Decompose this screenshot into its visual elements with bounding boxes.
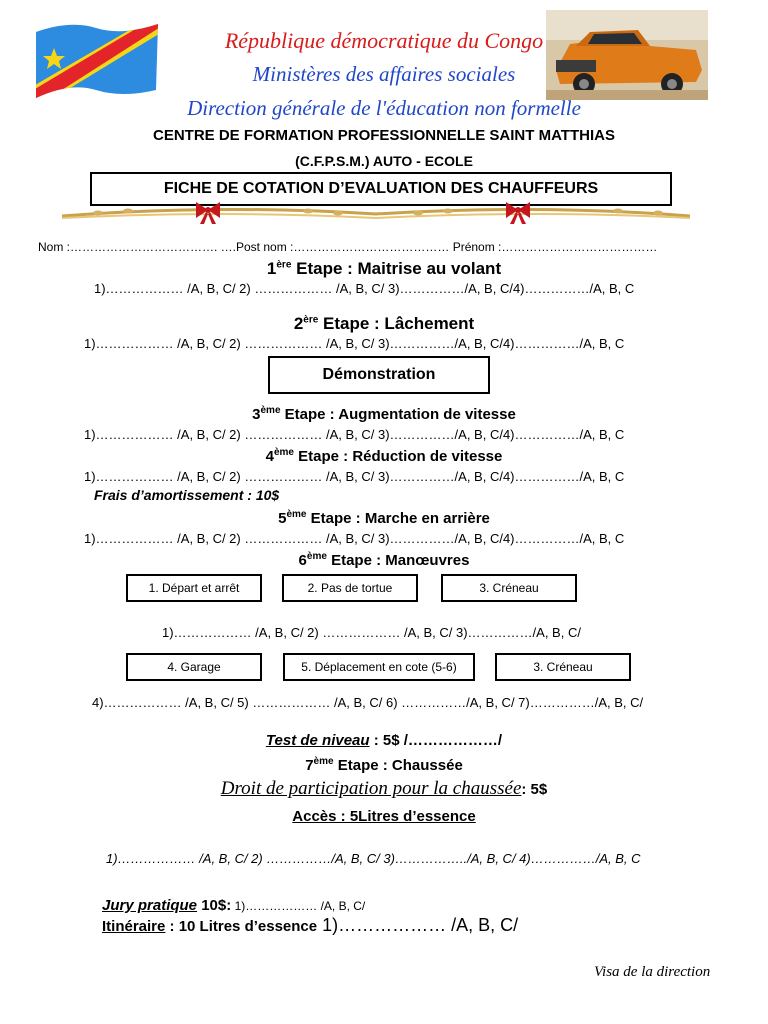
country-name: République démocratique du Congo xyxy=(224,28,544,53)
stage-1-heading: 1ère Etape : Maitrise au volant xyxy=(266,259,502,278)
maneuver-box-creneau-2: 3. Créneau xyxy=(495,653,631,681)
stage-6-heading: 6ème Etape : Manœuvres xyxy=(298,551,470,569)
test-level-line: Test de niveau : 5$ /………………/ xyxy=(265,732,503,749)
itinerary-line: Itinéraire : 10 Litres d’essence 1)……………… /A, B, C/ xyxy=(102,915,519,935)
wheat-divider-decoration xyxy=(58,200,694,226)
stage-6-line-2: 4)……………… /A, B, C/ 5) ……………… /A, B, C/ 6) ……………/A, B, C/ 7)……………/A, B, C/ xyxy=(92,695,644,710)
stage-3-line: 1)……………… /A, B, C/ 2) ……………… /A, B, C/ 3)……………/A, B, C/4)……………/A, B, C xyxy=(84,427,625,442)
stage-4-line: 1)……………… /A, B, C/ 2) ……………… /A, B, C/ 3)……………/A, B, C/4)……………/A, B, C xyxy=(84,469,625,484)
access-line: Accès : 5Litres d’essence xyxy=(292,808,476,825)
identity-line: Nom :………………………………. ….Post nom :………………………………… Prénom :………………………………… xyxy=(38,240,658,254)
centre-acronym: (C.F.P.S.M.) AUTO - ECOLE xyxy=(295,153,473,169)
fees-text: Frais d’amortissement : 10$ xyxy=(94,487,280,503)
jury-line: Jury pratique 10$: 1)……………… /A, B, C/ xyxy=(102,897,366,914)
stage-3-heading: 3ème Etape : Augmentation de vitesse xyxy=(252,405,516,423)
form-title: FICHE DE COTATION D’EVALUATION DES CHAUFFEURS xyxy=(90,172,672,206)
participation-line: Droit de participation pour la chaussée: 5$ xyxy=(220,778,548,799)
stage-2-line: 1)……………… /A, B, C/ 2) ……………… /A, B, C/ 3)……………/A, B, C/4)……………/A, B, C xyxy=(84,336,625,351)
demonstration-box: Démonstration xyxy=(268,356,490,394)
visa-signature-label: Visa de la direction xyxy=(594,964,711,980)
stage-1-line: 1)……………… /A, B, C/ 2) ……………… /A, B, C/ 3)……………/A, B, C/4)……………/A, B, C xyxy=(94,281,635,296)
maneuver-box-deplacement: 5. Déplacement en cote (5-6) xyxy=(283,653,475,681)
maneuver-box-creneau: 3. Créneau xyxy=(441,574,577,602)
red-bow-icon xyxy=(506,202,530,224)
stage-7-line: 1)……………… /A, B, C/ 2) ……………/A, B, C/ 3)……………../A, B, C/ 4)……………/A, B, C xyxy=(106,851,641,866)
centre-name: CENTRE DE FORMATION PROFESSIONNELLE SAINT MATTHIAS xyxy=(153,127,615,144)
stage-6-line-1: 1)……………… /A, B, C/ 2) ……………… /A, B, C/ 3)……………/A, B, C/ xyxy=(162,625,581,640)
direction-name: Direction générale de l'éducation non formelle xyxy=(187,96,581,120)
red-bow-icon xyxy=(196,202,220,224)
maneuver-box-depart: 1. Départ et arrêt xyxy=(126,574,262,602)
stage-7-heading: 7ème Etape : Chaussée xyxy=(305,756,463,774)
ministry-name: Ministères des affaires sociales xyxy=(252,62,516,86)
maneuver-box-garage: 4. Garage xyxy=(126,653,262,681)
stage-2-heading: 2ère Etape : Lâchement xyxy=(293,314,475,333)
maneuver-box-tortue: 2. Pas de tortue xyxy=(282,574,418,602)
stage-4-heading: 4ème Etape : Réduction de vitesse xyxy=(265,447,503,465)
stage-5-heading: 5ème Etape : Marche en arrière xyxy=(278,509,490,527)
stage-5-line: 1)……………… /A, B, C/ 2) ……………… /A, B, C/ 3)……………/A, B, C/4)……………/A, B, C xyxy=(84,531,625,546)
